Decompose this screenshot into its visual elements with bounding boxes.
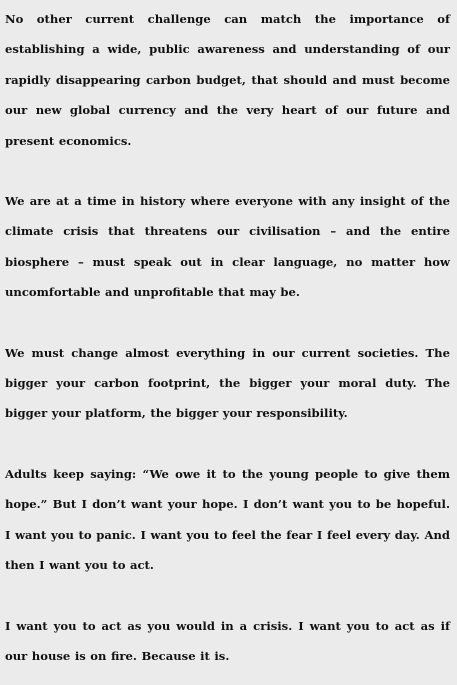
paragraph-4: Adults keep saying: “We owe it to the young people to give them hope.” But I don’t want your hope. I don’t want you to be hopeful. I want you to panic. I want you to feel the fear I feel every day. And then I want you to act.: [5, 466, 450, 573]
paragraph-1: No other current challenge can match the importance of establishing a wide, public awareness and understanding of our rapidly disappearing carbon budget, that should and must become our new global currency and the very heart of our future and present economics.: [5, 12, 450, 148]
paragraph-2: We are at a time in history where everyone with any insight of the climate crisis that threatens our civilisation – and the entire biosphere – must speak out in clear language, no matter how uncomfortable and unprofitable that may be.: [5, 194, 450, 300]
paragraph-3: We must change almost everything in our current societies. The bigger your carbon footprint, the bigger your moral duty. The bigger your platform, the bigger your responsibility.: [5, 345, 450, 421]
paragraph-5: I want you to act as you would in a crisis. I want you to act as if our house is on fire. Because it is.: [5, 618, 450, 663]
